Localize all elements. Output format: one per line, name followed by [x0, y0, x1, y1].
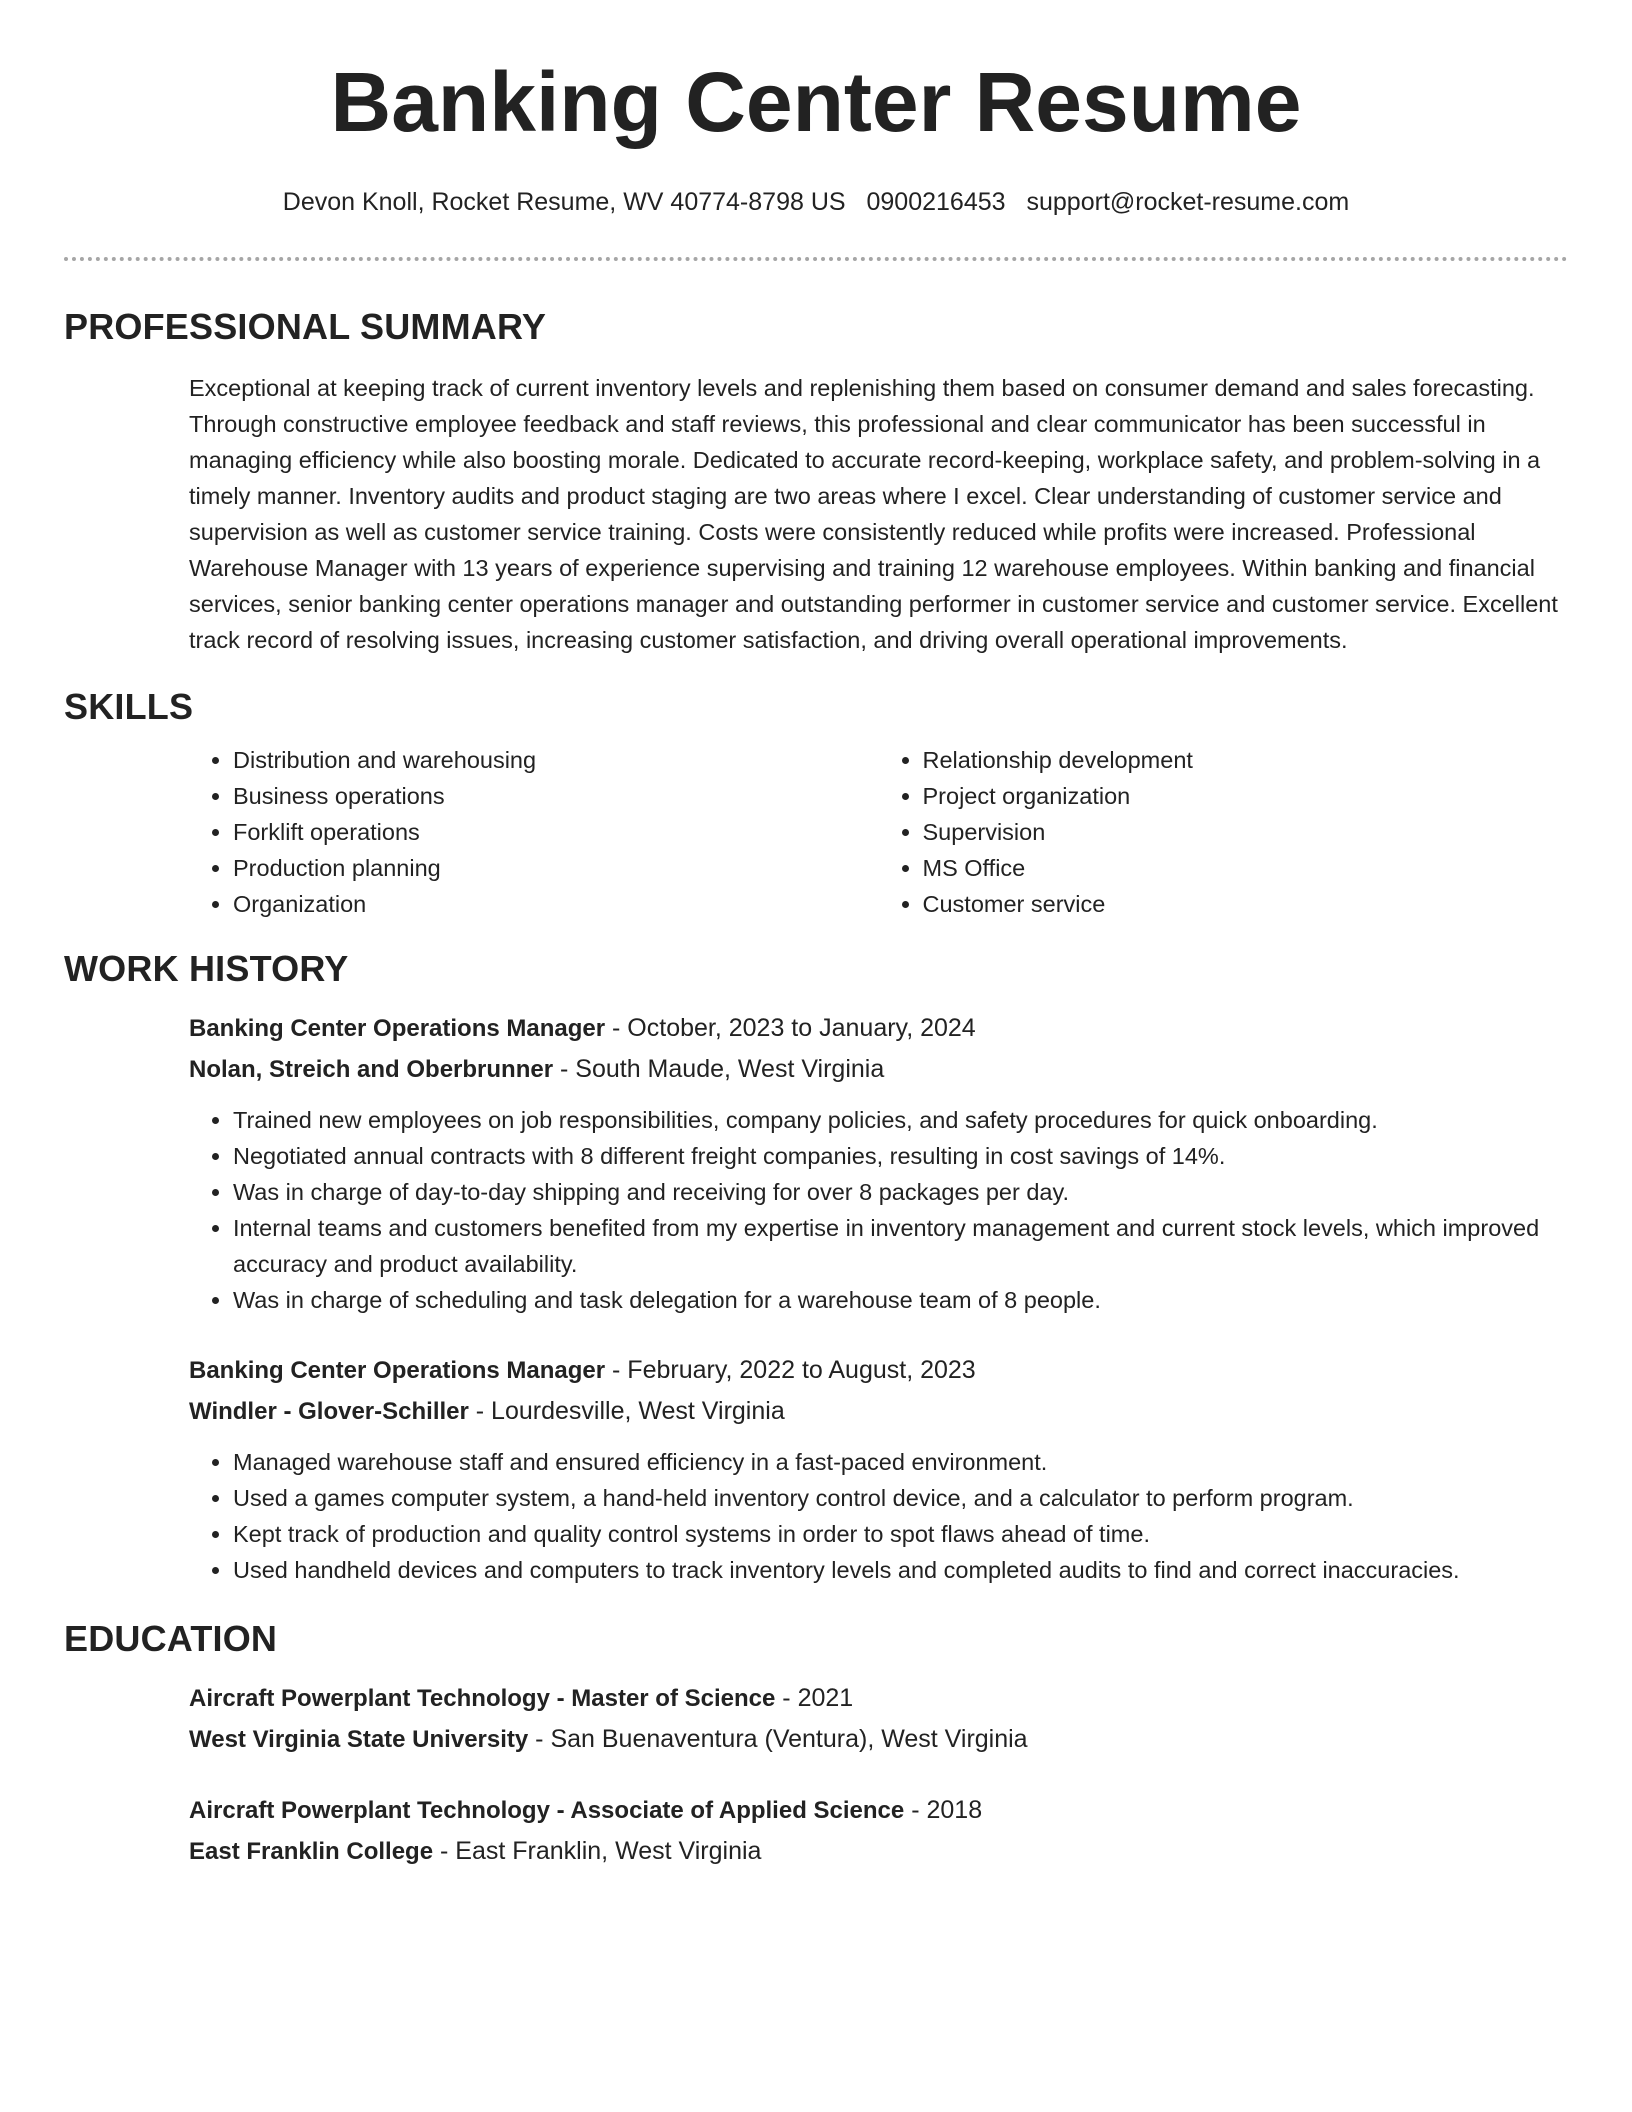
- job-dates: - February, 2022 to August, 2023: [605, 1356, 976, 1384]
- job-bullet: • Managed warehouse staff and ensured efficiency in a fast-paced environment.: [233, 1444, 1568, 1480]
- skills-list: [189, 742, 1568, 922]
- education-entry: [189, 1678, 1568, 1760]
- contact-email[interactable]: support@rocket-resume.com: [1026, 188, 1350, 216]
- job-bullet: • Used a games computer system, a hand-held inventory control device, and a calculator to perform program.: [233, 1480, 1568, 1516]
- job-entry: [189, 1008, 1568, 1318]
- education-location: - San Buenaventura (Ventura), West Virginia: [528, 1725, 1028, 1753]
- skills-column-right: [879, 742, 1569, 922]
- education-location: - East Franklin, West Virginia: [433, 1837, 762, 1865]
- skill-item: • Business operations: [233, 778, 879, 814]
- education-degree-line: [189, 1678, 1568, 1719]
- skill-item: • MS Office: [923, 850, 1569, 886]
- job-company-line: [189, 1049, 1568, 1090]
- resume-title: Banking Center Resume: [330, 55, 1302, 149]
- education-school-line: [189, 1831, 1568, 1872]
- job-bullets: [189, 1102, 1568, 1318]
- education-school: West Virginia State University: [189, 1726, 529, 1753]
- job-location: - South Maude, West Virginia: [553, 1055, 885, 1083]
- education-school-line: [189, 1719, 1568, 1760]
- job-bullet: • Was in charge of day-to-day shipping and receiving for over 8 packages per day.: [233, 1174, 1568, 1210]
- job-title-line: [189, 1008, 1568, 1049]
- summary-heading: PROFESSIONAL SUMMARY: [64, 306, 547, 347]
- job-bullet: • Was in charge of scheduling and task delegation for a warehouse team of 8 people.: [233, 1282, 1568, 1318]
- job-company: Nolan, Streich and Oberbrunner: [189, 1056, 554, 1083]
- skill-item: • Supervision: [923, 814, 1569, 850]
- job-bullets: [189, 1444, 1568, 1588]
- job-role: Banking Center Operations Manager: [189, 1357, 606, 1384]
- skill-item: • Project organization: [923, 778, 1569, 814]
- skill-item: • Forklift operations: [233, 814, 879, 850]
- job-role: Banking Center Operations Manager: [189, 1015, 606, 1042]
- job-bullet: • Used handheld devices and computers to track inventory levels and completed audits to find and correct inaccuracies.: [233, 1552, 1568, 1588]
- job-company: Windler - Glover-Schiller: [189, 1398, 469, 1425]
- job-bullet: • Internal teams and customers benefited from my expertise in inventory management and current stock levels, which improved accuracy and product availability.: [233, 1210, 1568, 1282]
- job-dates: - October, 2023 to January, 2024: [605, 1014, 976, 1042]
- education-heading: EDUCATION: [64, 1618, 278, 1659]
- education-degree: Aircraft Powerplant Technology - Associate of Applied Science: [189, 1797, 905, 1824]
- education-school: East Franklin College: [189, 1838, 434, 1865]
- header-divider: [64, 257, 1568, 261]
- education-entry: [189, 1790, 1568, 1872]
- job-bullet: • Negotiated annual contracts with 8 different freight companies, resulting in cost savings of 14%.: [233, 1138, 1568, 1174]
- skill-item: • Customer service: [923, 886, 1569, 922]
- job-company-line: [189, 1391, 1568, 1432]
- skills-column-left: [189, 742, 879, 922]
- job-title-line: [189, 1350, 1568, 1391]
- education-year: - 2021: [775, 1684, 854, 1712]
- skill-item: • Relationship development: [923, 742, 1569, 778]
- work-heading: WORK HISTORY: [64, 948, 349, 989]
- job-bullet: • Trained new employees on job responsibilities, company policies, and safety procedures for quick onboarding.: [233, 1102, 1568, 1138]
- skill-item: • Production planning: [233, 850, 879, 886]
- summary-text: Exceptional at keeping track of current inventory levels and replenishing them based on consumer demand and sales forecasting. Through constructive employee feedback and staff reviews, this professional and clear communicator has been successful in managing efficiency while also boosting morale. Dedicated to accurate record-keeping, workplace safety, and problem-solving in a timely manner. Inventory audits and product staging are two areas where I excel. Clear understanding of customer service and supervision as well as customer service training. Costs were consistently reduced while profits were increased. Professional Warehouse Manager with 13 years of experience supervising and training 12 warehouse employees. Within banking and financial services, senior banking center operations manager and outstanding performer in customer service and customer service. Excellent track record of resolving issues, increasing customer satisfaction, and driving overall operational improvements.: [189, 375, 1558, 653]
- job-entry: [189, 1350, 1568, 1588]
- skills-heading: SKILLS: [64, 686, 194, 727]
- skill-item: • Distribution and warehousing: [233, 742, 879, 778]
- contact-line: [64, 188, 1568, 217]
- education-degree-line: [189, 1790, 1568, 1831]
- contact-phone: 0900216453: [866, 188, 1006, 216]
- education-degree: Aircraft Powerplant Technology - Master of Science: [189, 1685, 776, 1712]
- contact-address: Devon Knoll, Rocket Resume, WV 40774-8798 US: [282, 188, 846, 216]
- skill-item: • Organization: [233, 886, 879, 922]
- job-location: - Lourdesville, West Virginia: [468, 1397, 785, 1425]
- job-bullet: • Kept track of production and quality control systems in order to spot flaws ahead of time.: [233, 1516, 1568, 1552]
- education-year: - 2018: [904, 1796, 983, 1824]
